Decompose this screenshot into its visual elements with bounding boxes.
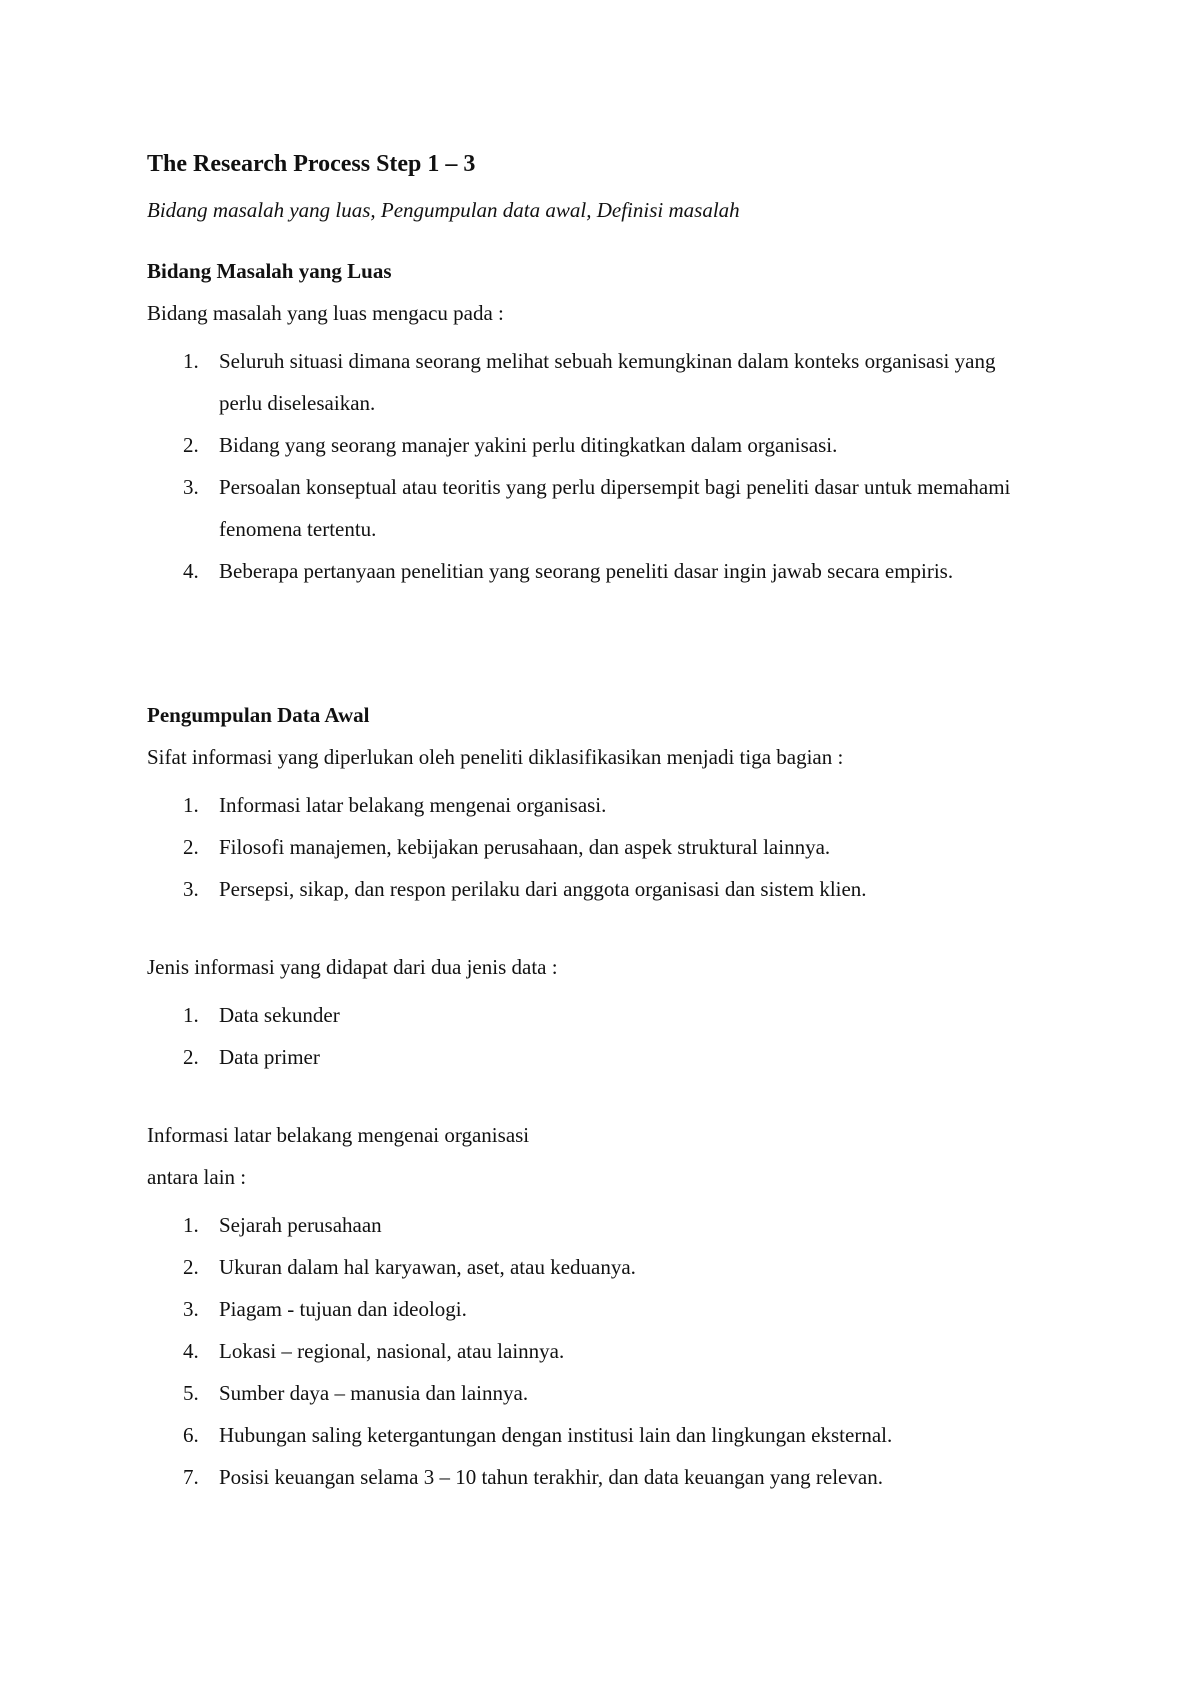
list-number: 4.	[183, 559, 199, 583]
list-item	[147, 424, 1047, 466]
section-bidang-masalah	[147, 256, 1047, 592]
list-number: 7.	[183, 1465, 199, 1489]
document-title: The Research Process Step 1 – 3	[147, 151, 476, 177]
list-item-text: Piagam - tujuan dan ideologi.	[219, 1297, 467, 1321]
list-number: 5.	[183, 1381, 199, 1405]
list-item-text: Persepsi, sikap, dan respon perilaku dari anggota organisasi dan sistem klien.	[219, 877, 867, 901]
document-subtitle: Bidang masalah yang luas, Pengumpulan data awal, Definisi masalah	[147, 198, 740, 222]
list-item	[147, 1036, 1047, 1078]
numbered-list	[147, 784, 1047, 910]
list-number: 3.	[183, 475, 199, 499]
list-item	[147, 868, 1047, 910]
list-item-text: Seluruh situasi dimana seorang melihat sebuah kemungkinan dalam konteks organisasi yang perlu diselesaikan.	[219, 349, 996, 415]
list-item-text: Hubungan saling ketergantungan dengan institusi lain dan lingkungan eksternal.	[219, 1423, 893, 1447]
list-item	[147, 784, 1047, 826]
section-intro: Jenis informasi yang didapat dari dua jenis data :	[147, 955, 558, 979]
list-item-text: Bidang yang seorang manajer yakini perlu ditingkatkan dalam organisasi.	[219, 433, 838, 457]
list-number: 2.	[183, 835, 199, 859]
list-item	[147, 1330, 1047, 1372]
list-item	[147, 1204, 1047, 1246]
section-heading: Bidang Masalah yang Luas	[147, 259, 392, 283]
list-number: 2.	[183, 433, 199, 457]
section-latar-belakang	[147, 1120, 1047, 1498]
list-item-text: Ukuran dalam hal karyawan, aset, atau keduanya.	[219, 1255, 636, 1279]
list-item	[147, 1246, 1047, 1288]
list-item	[147, 1372, 1047, 1414]
list-number: 1.	[183, 1213, 199, 1237]
list-item-text: Informasi latar belakang mengenai organisasi.	[219, 793, 607, 817]
section-intro: Bidang masalah yang luas mengacu pada :	[147, 301, 504, 325]
list-number: 3.	[183, 1297, 199, 1321]
list-item-text: Beberapa pertanyaan penelitian yang seorang peneliti dasar ingin jawab secara empiris.	[219, 559, 954, 583]
section-pengumpulan-data	[147, 700, 1047, 910]
list-number: 3.	[183, 877, 199, 901]
section-intro-continued: antara lain :	[147, 1165, 247, 1189]
numbered-list	[147, 1204, 1047, 1498]
list-item	[147, 1288, 1047, 1330]
list-number: 1.	[183, 793, 199, 817]
list-item	[147, 994, 1047, 1036]
section-heading: Pengumpulan Data Awal	[147, 703, 370, 727]
list-item	[147, 340, 1047, 424]
list-item-text: Persoalan konseptual atau teoritis yang perlu dipersempit bagi peneliti dasar untuk memahami fenomena tertentu.	[219, 475, 1011, 541]
list-number: 1.	[183, 349, 199, 373]
list-item-text: Sejarah perusahaan	[219, 1213, 382, 1237]
list-number: 2.	[183, 1255, 199, 1279]
numbered-list	[147, 340, 1047, 592]
section-intro: Sifat informasi yang diperlukan oleh peneliti diklasifikasikan menjadi tiga bagian :	[147, 745, 844, 769]
list-number: 1.	[183, 1003, 199, 1027]
list-item	[147, 466, 1047, 550]
section-intro: Informasi latar belakang mengenai organisasi	[147, 1123, 530, 1147]
list-number: 4.	[183, 1339, 199, 1363]
list-item	[147, 826, 1047, 868]
section-jenis-informasi	[147, 952, 1047, 1078]
list-item	[147, 1456, 1047, 1498]
list-item-text: Sumber daya – manusia dan lainnya.	[219, 1381, 529, 1405]
list-item	[147, 550, 1047, 592]
list-number: 2.	[183, 1045, 199, 1069]
list-item	[147, 1414, 1047, 1456]
list-item-text: Lokasi – regional, nasional, atau lainnya.	[219, 1339, 565, 1363]
list-number: 6.	[183, 1423, 199, 1447]
numbered-list	[147, 994, 1047, 1078]
list-item-text: Filosofi manajemen, kebijakan perusahaan, dan aspek struktural lainnya.	[219, 835, 831, 859]
list-item-text: Data sekunder	[219, 1003, 340, 1027]
list-item-text: Data primer	[219, 1045, 320, 1069]
list-item-text: Posisi keuangan selama 3 – 10 tahun terakhir, dan data keuangan yang relevan.	[219, 1465, 883, 1489]
